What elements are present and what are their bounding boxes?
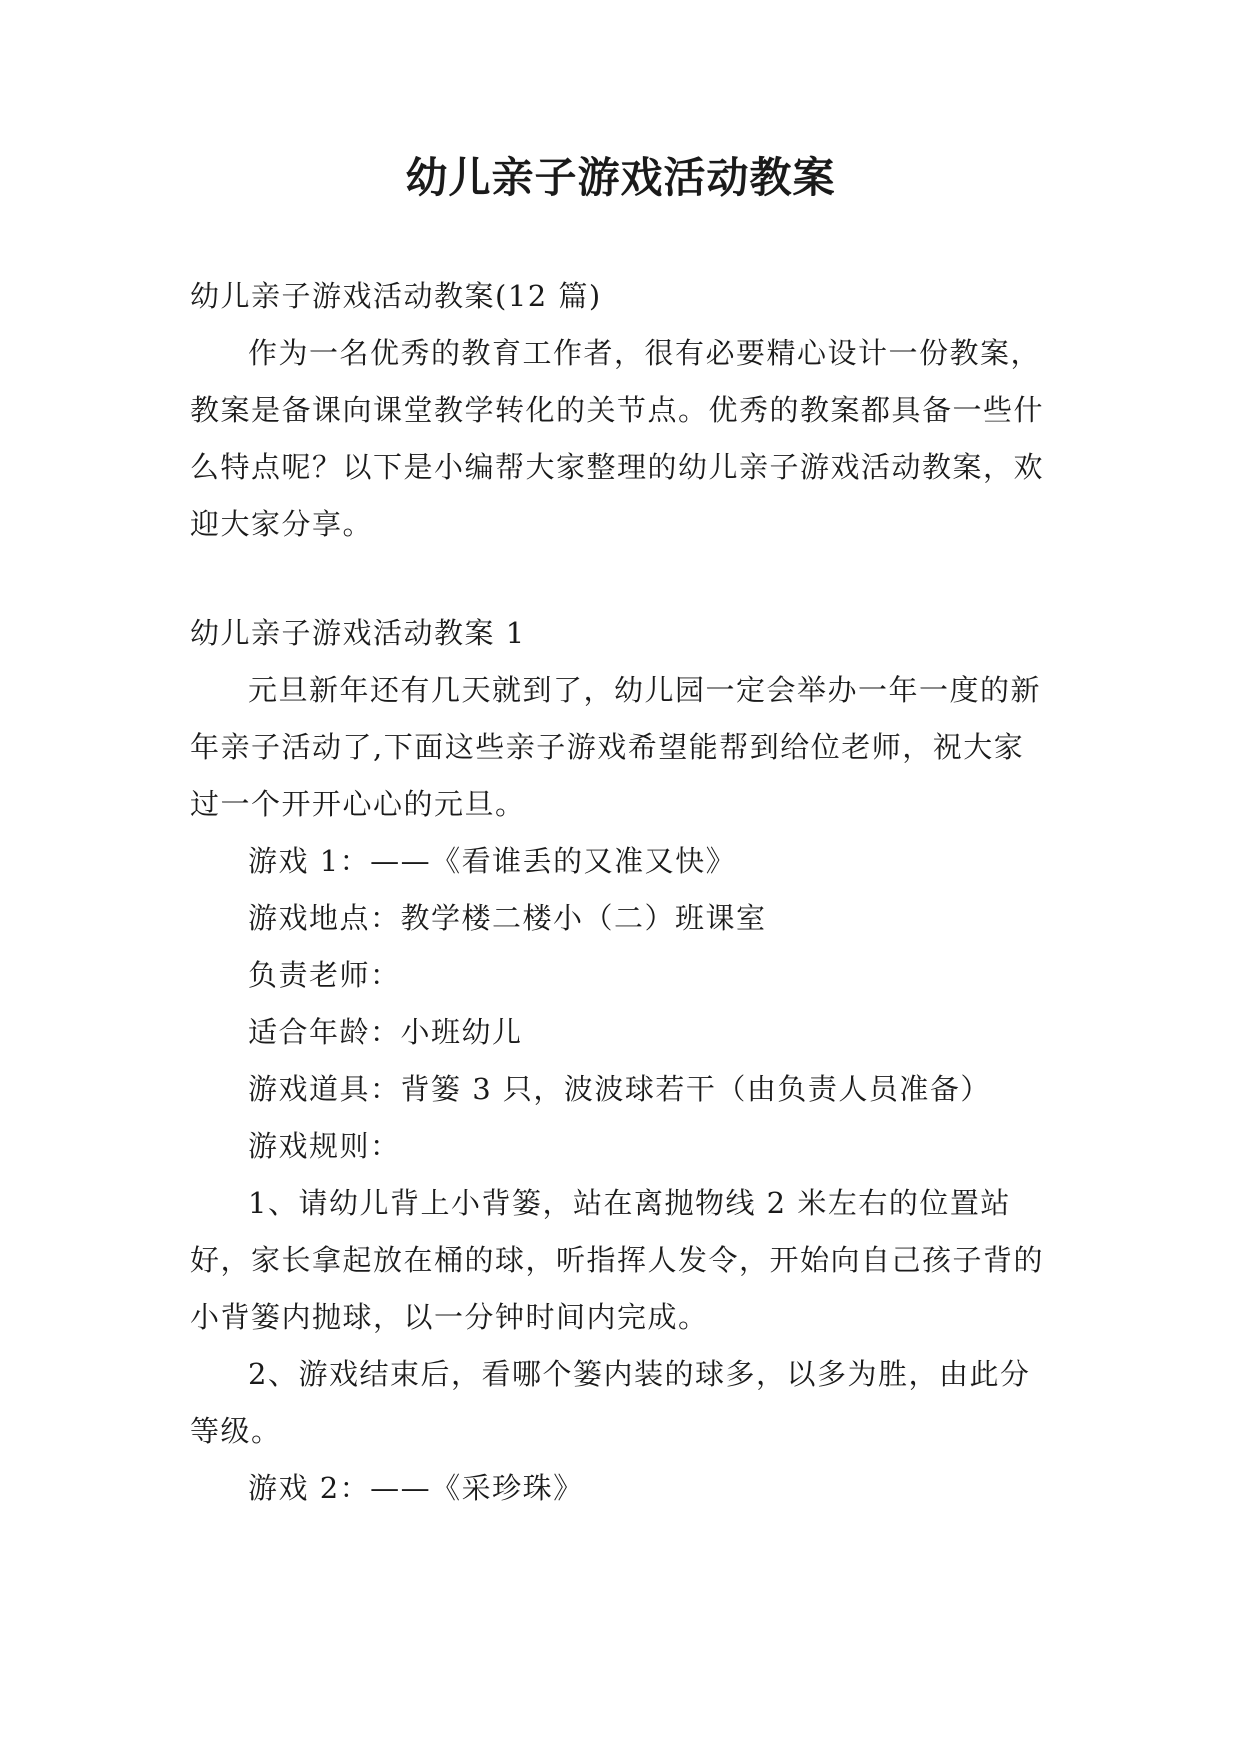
game-location: 游戏地点：教学楼二楼小（二）班课室 (248, 901, 767, 935)
game-rules-label: 游戏规则： (248, 1129, 401, 1163)
document-body (190, 268, 1052, 1517)
document-subtitle: 幼儿亲子游戏活动教案(12 篇) (190, 279, 602, 313)
game-rule-1: 1、请幼儿背上小背篓，站在离抛物线 2 米左右的位置站好，家长拿起放在桶的球，听指挥人发令，开始向自己孩子背的小背篓内抛球，以一分钟时间内完成。 (190, 1186, 1045, 1334)
section-intro-paragraph: 元旦新年还有几天就到了，幼儿园一定会举办一年一度的新年亲子活动了,下面这些亲子游戏希望能帮到给位老师，祝大家过一个开开心心的元旦。 (190, 673, 1042, 821)
game-age: 适合年龄：小班幼儿 (248, 1015, 523, 1049)
section-heading: 幼儿亲子游戏活动教案 1 (190, 616, 526, 650)
game-props: 游戏道具：背篓 3 只，波波球若干（由负责人员准备） (248, 1072, 991, 1106)
paragraph-spacer (190, 553, 1052, 605)
intro-paragraph: 作为一名优秀的教育工作者，很有必要精心设计一份教案，教案是备课向课堂教学转化的关节点。优秀的教案都具备一些什么特点呢？以下是小编帮大家整理的幼儿亲子游戏活动教案，欢迎大家分享。 (190, 336, 1045, 541)
game-title: 游戏 1：——《看谁丢的又准又快》 (248, 844, 737, 878)
document-title: 幼儿亲子游戏活动教案 (405, 153, 836, 202)
game-rule-2: 2、游戏结束后，看哪个篓内装的球多，以多为胜，由此分等级。 (190, 1357, 1031, 1448)
game-2-title: 游戏 2：——《采珍珠》 (248, 1471, 584, 1505)
game-teacher: 负责老师： (248, 958, 401, 992)
